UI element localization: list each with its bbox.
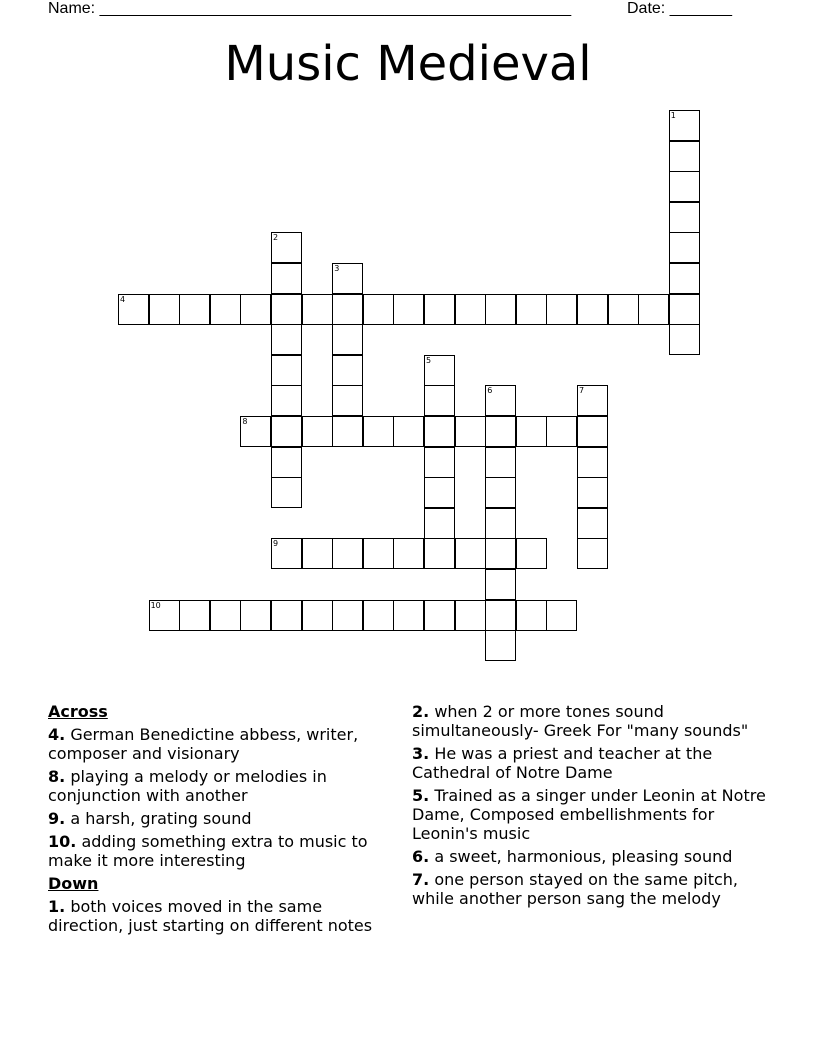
cell-number: 4 xyxy=(120,294,126,304)
grid-cell[interactable] xyxy=(302,538,333,569)
clue-text: when 2 or more tones sound simultaneously- Greek For "many sounds" xyxy=(412,702,749,740)
down-heading: Down xyxy=(48,874,99,893)
grid-cell[interactable] xyxy=(424,447,455,478)
grid-cell[interactable] xyxy=(332,294,363,325)
grid-cell[interactable] xyxy=(424,294,455,325)
clue-text: a harsh, grating sound xyxy=(70,809,252,828)
clue-number: 4. xyxy=(48,725,66,744)
clue-across-4 xyxy=(48,725,398,763)
grid-cell[interactable] xyxy=(516,538,547,569)
clue-across-10 xyxy=(48,832,398,870)
grid-cell[interactable] xyxy=(546,294,577,325)
grid-cell[interactable] xyxy=(393,538,424,569)
cell-number: 9 xyxy=(273,539,279,549)
date-field-label: Date: _______ xyxy=(627,0,732,17)
clue-down-6 xyxy=(412,847,777,866)
grid-cell[interactable] xyxy=(669,202,700,233)
grid-cell[interactable] xyxy=(363,294,394,325)
cell-number: 5 xyxy=(426,355,432,365)
grid-cell[interactable] xyxy=(516,416,547,447)
cell-number: 8 xyxy=(242,417,248,426)
cell-number: 6 xyxy=(487,386,493,396)
clue-number: 7. xyxy=(412,870,430,889)
grid-cell[interactable] xyxy=(424,538,455,569)
grid-cell[interactable] xyxy=(577,294,608,325)
clue-text: both voices moved in the same direction, just starting on different notes xyxy=(48,897,373,935)
grid-cell[interactable] xyxy=(302,294,333,325)
grid-cell[interactable] xyxy=(516,600,547,631)
clue-text: He was a priest and teacher at the Cathedral of Notre Dame xyxy=(412,744,713,782)
grid-cell[interactable] xyxy=(302,600,333,631)
clue-down-1 xyxy=(48,897,398,935)
name-field-label: Name: _____________________________________________________ xyxy=(48,0,572,17)
grid-cell[interactable] xyxy=(577,416,608,447)
grid-cell[interactable] xyxy=(271,447,302,478)
grid-cell[interactable] xyxy=(332,600,363,631)
grid-cell[interactable] xyxy=(424,600,455,631)
clues-right-column xyxy=(412,702,777,912)
grid-cell[interactable] xyxy=(332,263,363,294)
clue-number: 2. xyxy=(412,702,430,721)
clue-number: 8. xyxy=(48,767,66,786)
grid-cell[interactable] xyxy=(149,600,180,631)
clue-text: a sweet, harmonious, pleasing sound xyxy=(434,847,733,866)
grid-cell[interactable] xyxy=(393,416,424,447)
grid-cell[interactable] xyxy=(546,600,577,631)
clue-down-7 xyxy=(412,870,777,908)
grid-cell[interactable] xyxy=(332,324,363,355)
grid-cell[interactable] xyxy=(485,508,516,539)
grid-cell[interactable] xyxy=(455,416,486,447)
grid-cell[interactable] xyxy=(455,538,486,569)
grid-cell[interactable] xyxy=(271,416,302,447)
puzzle-title: Music Medieval xyxy=(224,36,592,92)
grid-cell[interactable] xyxy=(577,447,608,478)
grid-cell[interactable] xyxy=(424,477,455,508)
grid-cell[interactable] xyxy=(455,294,486,325)
across-heading: Across xyxy=(48,702,108,721)
clue-number: 3. xyxy=(412,744,430,763)
clue-down-2 xyxy=(412,702,777,740)
grid-cell[interactable] xyxy=(332,385,363,416)
grid-cell[interactable] xyxy=(669,324,700,355)
grid-cell[interactable] xyxy=(363,600,394,631)
grid-cell[interactable] xyxy=(271,600,302,631)
grid-cell[interactable] xyxy=(271,385,302,416)
grid-cell[interactable] xyxy=(485,630,516,661)
clue-down-3 xyxy=(412,744,777,782)
clue-text: German Benedictine abbess, writer, composer and visionary xyxy=(48,725,359,763)
cell-number: 1 xyxy=(670,111,676,120)
grid-cell[interactable] xyxy=(271,355,302,386)
grid-cell[interactable] xyxy=(240,294,271,325)
grid-cell[interactable] xyxy=(424,355,455,386)
grid-cell[interactable] xyxy=(485,600,516,631)
grid-cell[interactable] xyxy=(485,538,516,569)
grid-cell[interactable] xyxy=(424,385,455,416)
grid-cell[interactable] xyxy=(118,294,149,325)
clue-across-8 xyxy=(48,767,398,805)
grid-cell[interactable] xyxy=(332,538,363,569)
grid-cell[interactable] xyxy=(149,294,180,325)
grid-cell[interactable] xyxy=(393,600,424,631)
grid-cell[interactable] xyxy=(638,294,669,325)
grid-cell[interactable] xyxy=(271,294,302,325)
grid-cell[interactable] xyxy=(577,538,608,569)
clue-number: 1. xyxy=(48,897,66,916)
grid-cell[interactable] xyxy=(546,416,577,447)
grid-cell[interactable] xyxy=(271,477,302,508)
grid-cell[interactable] xyxy=(485,477,516,508)
grid-cell[interactable] xyxy=(669,294,700,325)
grid-cell[interactable] xyxy=(179,600,210,631)
grid-cell[interactable] xyxy=(669,171,700,202)
clue-text: Trained as a singer under Leonin at Notre Dame, Composed embellishments for Leonin's music xyxy=(412,786,766,843)
grid-cell[interactable] xyxy=(332,355,363,386)
clue-number: 10. xyxy=(48,832,77,851)
grid-cell[interactable] xyxy=(424,508,455,539)
clue-number: 6. xyxy=(412,847,430,866)
grid-cell[interactable] xyxy=(485,569,516,600)
grid-cell[interactable] xyxy=(669,232,700,263)
grid-cell[interactable] xyxy=(210,294,241,325)
cell-number: 10 xyxy=(150,600,161,610)
grid-cell[interactable] xyxy=(577,477,608,508)
grid-cell[interactable] xyxy=(271,538,302,569)
clue-text: playing a melody or melodies in conjunction with another xyxy=(48,767,327,805)
clue-number: 9. xyxy=(48,809,66,828)
grid-cell[interactable] xyxy=(577,508,608,539)
clue-text: adding something extra to music to make it more interesting xyxy=(48,832,368,870)
grid-cell[interactable] xyxy=(210,600,241,631)
grid-cell[interactable] xyxy=(485,294,516,325)
grid-cell[interactable] xyxy=(363,416,394,447)
grid-cell[interactable] xyxy=(485,385,516,416)
grid-cell[interactable] xyxy=(332,416,363,447)
grid-cell[interactable] xyxy=(271,324,302,355)
grid-cell[interactable] xyxy=(240,600,271,631)
clues-left-column xyxy=(48,702,398,939)
grid-cell[interactable] xyxy=(363,538,394,569)
grid-cell[interactable] xyxy=(669,263,700,294)
cell-number: 3 xyxy=(334,264,340,273)
grid-cell[interactable] xyxy=(669,141,700,172)
grid-cell[interactable] xyxy=(485,447,516,478)
cell-number: 2 xyxy=(273,233,279,243)
clue-down-5 xyxy=(412,786,777,843)
grid-cell[interactable] xyxy=(577,385,608,416)
grid-cell[interactable] xyxy=(516,294,547,325)
grid-cell[interactable] xyxy=(424,416,455,447)
clue-number: 5. xyxy=(412,786,430,805)
clue-across-9 xyxy=(48,809,398,828)
grid-cell[interactable] xyxy=(271,263,302,294)
grid-cell[interactable] xyxy=(240,416,271,447)
grid-cell[interactable] xyxy=(455,600,486,631)
grid-cell[interactable] xyxy=(302,416,333,447)
grid-cell[interactable] xyxy=(393,294,424,325)
grid-cell[interactable] xyxy=(271,232,302,263)
cell-number: 7 xyxy=(579,386,585,396)
grid-cell[interactable] xyxy=(608,294,639,325)
clue-text: one person stayed on the same pitch, while another person sang the melody xyxy=(412,870,738,908)
grid-cell[interactable] xyxy=(485,416,516,447)
grid-cell[interactable] xyxy=(669,110,700,141)
grid-cell[interactable] xyxy=(179,294,210,325)
